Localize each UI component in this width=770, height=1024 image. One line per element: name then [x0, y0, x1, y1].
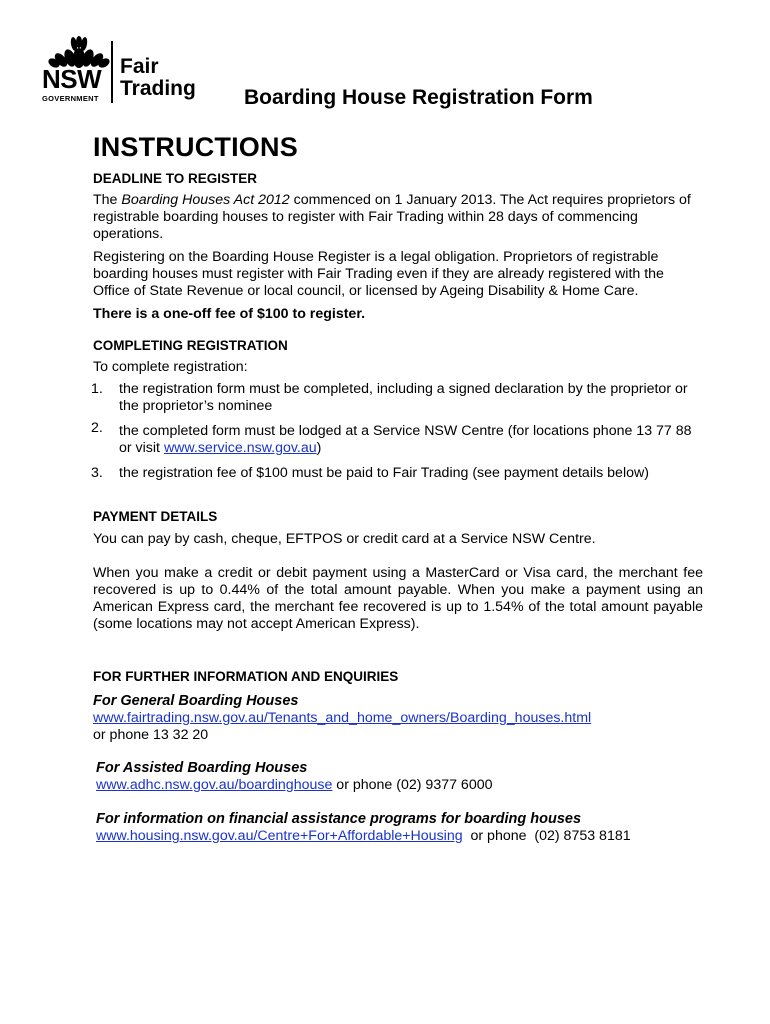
list-text-suffix: ) [316, 440, 322, 456]
act-name: Boarding Houses Act 2012 [121, 192, 290, 208]
list-item [93, 465, 703, 482]
instructions-heading: INSTRUCTIONS [93, 132, 298, 162]
list-item [91, 420, 703, 457]
deadline-p1-post: commenced on 1 January 2013. The Act requires proprietors of registrable boarding houses to register with Fair Trading within 28 days of commencing operations. [93, 192, 691, 242]
payment-heading: PAYMENT DETAILS [93, 509, 218, 524]
financial-phone: or phone (02) 8753 8181 [462, 828, 631, 844]
financial-assistance-line [96, 828, 703, 845]
assisted-boarding-line [96, 777, 703, 794]
instructions-content [93, 170, 703, 845]
fee-statement: There is a one-off fee of $100 to register. [93, 306, 366, 322]
assisted-phone: or phone (02) 9377 6000 [332, 777, 493, 793]
deadline-paragraph-2: Registering on the Boarding House Register is a legal obligation. Proprietors of registrable boarding houses must register with Fair Trading even if they are already registered with the Office of State Revenue or local council, or licensed by Ageing Disability & Home Care. [93, 249, 664, 299]
list-text: the completed form must be lodged at a Service NSW Centre (for locations phone 13 77 88 or visit [119, 423, 692, 456]
list-number: 3. [91, 465, 103, 481]
completing-steps-list [93, 381, 703, 482]
list-text: the registration form must be completed, including a signed declaration by the proprietor or the proprietor’s nominee [119, 381, 688, 414]
logo-nsw-text: NSW [42, 64, 102, 94]
list-text: the registration fee of $100 must be paid to Fair Trading (see payment details below) [119, 465, 649, 481]
payment-paragraph-1: You can pay by cash, cheque, EFTPOS or credit card at a Service NSW Centre. [93, 531, 596, 547]
form-title: Boarding House Registration Form [244, 86, 593, 109]
adhc-boarding-link[interactable]: www.adhc.nsw.gov.au/boardinghouse [96, 777, 333, 793]
deadline-paragraph-1 [93, 192, 703, 243]
list-number: 1. [91, 381, 103, 397]
financial-assistance-title: For information on financial assistance programs for boarding houses [96, 811, 582, 827]
completing-intro: To complete registration: [93, 359, 248, 375]
logo-government-text: GOVERNMENT [42, 94, 99, 103]
logo-divider [111, 41, 113, 103]
payment-paragraph-2: When you make a credit or debit payment using a MasterCard or Visa card, the merchant fee recovered is up to 0.44% of the total amount payable. When you make a payment using an American Express card, the merchant fee recovered is up to 1.54% of the total amount payable (some locations may not accept American Express). [93, 565, 703, 632]
fair-trading-boarding-link[interactable]: www.fairtrading.nsw.gov.au/Tenants_and_home_owners/Boarding_houses.html [93, 710, 592, 726]
logo-trading-text: Trading [120, 77, 196, 100]
logo-fair-text: Fair [120, 55, 159, 78]
assisted-boarding-title: For Assisted Boarding Houses [96, 760, 308, 776]
general-boarding-title: For General Boarding Houses [93, 693, 299, 709]
housing-affordable-link[interactable]: www.housing.nsw.gov.au/Centre+For+Affordable+Housing [96, 828, 463, 844]
completing-heading: COMPLETING REGISTRATION [93, 338, 288, 353]
nsw-fair-trading-logo [38, 36, 208, 106]
deadline-heading: DEADLINE TO REGISTER [93, 171, 258, 186]
list-item [93, 381, 703, 415]
service-nsw-link[interactable]: www.service.nsw.gov.au [163, 440, 317, 456]
info-heading: FOR FURTHER INFORMATION AND ENQUIRIES [93, 669, 399, 684]
general-boarding-phone: or phone 13 32 20 [93, 727, 209, 743]
general-boarding-link-line [93, 710, 703, 727]
deadline-p1-pre: The [93, 192, 122, 208]
list-number: 2. [91, 420, 103, 436]
